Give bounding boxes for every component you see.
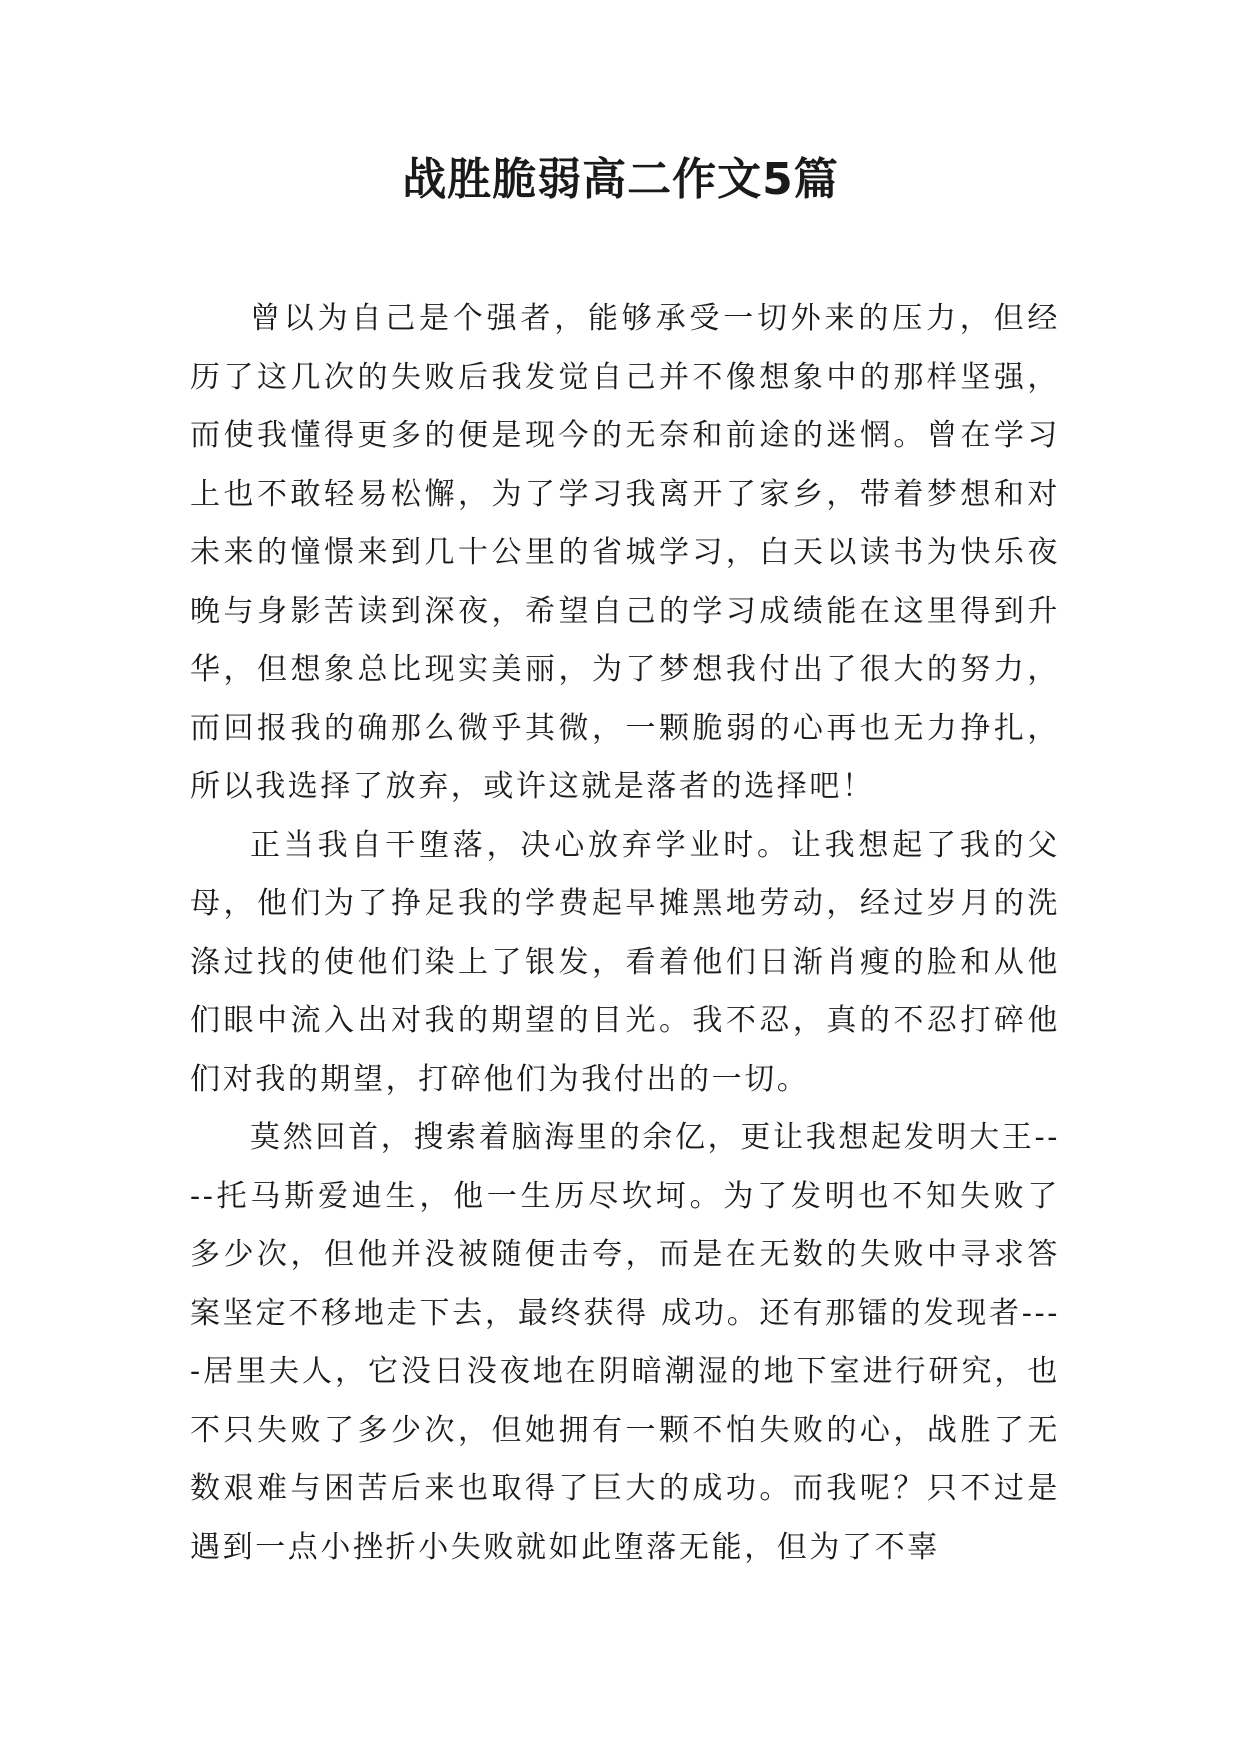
paragraph-2: 正当我自干堕落，决心放弃学业时。让我想起了我的父母，他们为了挣足我的学费起早摊黑地劳动，经过岁月的洗涤过找的使他们染上了银发，看着他们日渐肖瘦的脸和从他们眼中流入出对我的期望的目光。我不忍，真的不忍打碎他们对我的期望，打碎他们为我付出的一切。 [190, 827, 1060, 1097]
document-title: 战胜脆弱高二作文5篇 [402, 154, 839, 205]
paragraph-1: 曾以为自己是个强者，能够承受一切外来的压力，但经历了这几次的失败后我发觉自己并不像想象中的那样坚强，而使我懂得更多的便是现今的无奈和前途的迷惘。曾在学习上也不敢轻易松懈，为了学习我离开了家乡，带着梦想和对未来的憧憬来到几十公里的省城学习，白天以读书为快乐夜晚与身影苦读到深夜，希望自己的学习成绩能在这里得到升华，但想象总比现实美丽，为了梦想我付出了很大的努力，而回报我的确那么微乎其微，一颗脆弱的心再也无力挣扎，所以我选择了放弃，或许这就是落者的选择吧！ [190, 301, 1060, 804]
document-body [190, 290, 1060, 1577]
paragraph-3: 莫然回首，搜索着脑海里的余亿，更让我想起发明大王----托马斯爱迪生，他一生历尽坎坷。为了发明也不知失败了多少次，但他并没被随便击夸，而是在无数的失败中寻求答案坚定不移地走下去，最终获得 成功。还有那镭的发现者----居里夫人，它没日没夜地在阴暗潮湿的地下室进行研究，也不只失败了多少次，但她拥有一颗不怕失败的心，战胜了无数艰难与困苦后来也取得了巨大的成功。而我呢？只不过是遇到一点小挫折小失败就如此堕落无能，但为了不辜 [190, 1120, 1060, 1565]
